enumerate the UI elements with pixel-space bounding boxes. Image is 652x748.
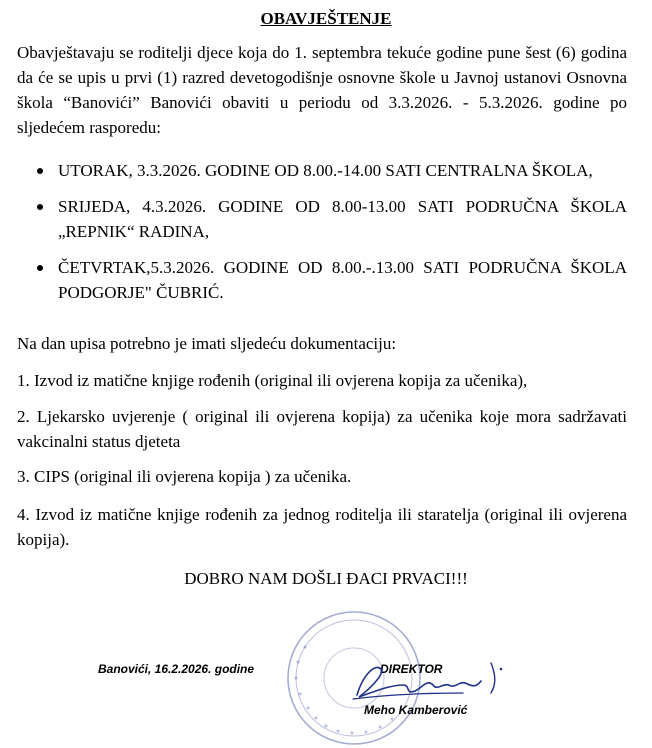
signatory-role: DIREKTOR [380,662,443,676]
place-date: Banovići, 16.2.2026. godine [98,662,255,676]
document-item: 2. Ljekarsko uvjerenje ( original ili ovjerena kopija) za učenika koje mora sadržavati vakcinalni status djeteta [17,407,627,451]
document-item: 4. Izvod iz matične knjige rođenih za jednog roditelja ili staratelja (original ili ovjerena kopija). [17,505,627,549]
signatory-name: Meho Kamberović [364,703,468,717]
schedule-item: SRIJEDA, 4.3.2026. GODINE OD 8.00-13.00 SATI PODRUČNA ŠKOLA „REPNIK“ RADINA, [17,194,627,244]
documents-intro: Na dan upisa potrebno je imati sljedeću dokumentaciju: [17,334,397,353]
welcome-message: DOBRO NAM DOŠLI ĐACI PRVACI!!! [184,569,468,588]
intro-paragraph: Obavještavaju se roditelji djece koja do 1. septembra tekuće godine pune šest (6) godina da će se upis u prvi (1) razred devetogodišnje osnovne škole u Javnoj ustanovi Osnovna škola “Banovići” Banovići obaviti u periodu od 3.3.2026. - 5.3.2026. godine po sljedećem rasporedu: [17,43,627,137]
document-item: 1. Izvod iz matične knjige rođenih (original ili ovjerena kopija za učenika), [17,371,528,390]
document-item: 3. CIPS (original ili ovjerena kopija ) za učenika. [17,467,352,486]
schedule-item: UTORAK, 3.3.2026. GODINE OD 8.00.-14.00 SATI CENTRALNA ŠKOLA, [17,158,627,183]
schedule-list [17,158,627,316]
schedule-item: ČETVRTAK,5.3.2026. GODINE OD 8.00.-.13.00 SATI PODRUČNA ŠKOLA PODGORJE" ČUBRIĆ. [17,255,627,305]
document-title: OBAVJEŠTENJE [260,9,392,28]
